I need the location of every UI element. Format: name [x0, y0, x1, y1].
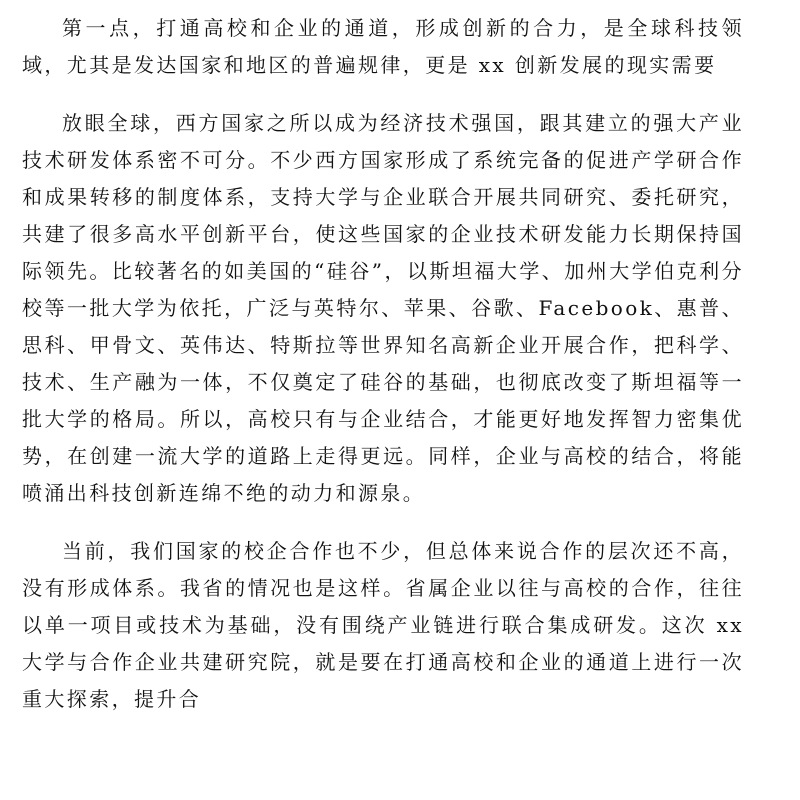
paragraph-3: 当前，我们国家的校企合作也不少，但总体来说合作的层次还不高，没有形成体系。我省的情况也是这样。省属企业以往与高校的合作，往往以单一项目或技术为基础，没有围绕产业链进行联合集成研发。这次 xx 大学与合作企业共建研究院，就是要在打通高校和企业的通道上进行一次重大探索，提升合	[22, 539, 744, 711]
document-body	[22, 10, 744, 718]
paragraph-2: 放眼全球，西方国家之所以成为经济技术强国，跟其建立的强大产业技术研发体系密不可分。不少西方国家形成了系统完备的促进产学研合作和成果转移的制度体系，支持大学与企业联合开展共同研究、委托研究，共建了很多高水平创新平台，使这些国家的企业技术研发能力长期保持国际领先。比较著名的如美国的“硅谷”，以斯坦福大学、加州大学伯克利分校等一批大学为依托，广泛与英特尔、苹果、谷歌、Facebook、惠普、思科、甲骨文、英伟达、特斯拉等世界知名高新企业开展合作，把科学、技术、生产融为一体，不仅奠定了硅谷的基础，也彻底改变了斯坦福等一批大学的格局。所以，高校只有与企业结合，才能更好地发挥智力密集优势，在创建一流大学的道路上走得更远。同样，企业与高校的结合，将能喷涌出科技创新连绵不绝的动力和源泉。	[22, 111, 744, 505]
paragraph-1: 第一点，打通高校和企业的通道，形成创新的合力，是全球科技领域，尤其是发达国家和地区的普遍规律，更是 xx 创新发展的现实需要	[22, 16, 744, 77]
